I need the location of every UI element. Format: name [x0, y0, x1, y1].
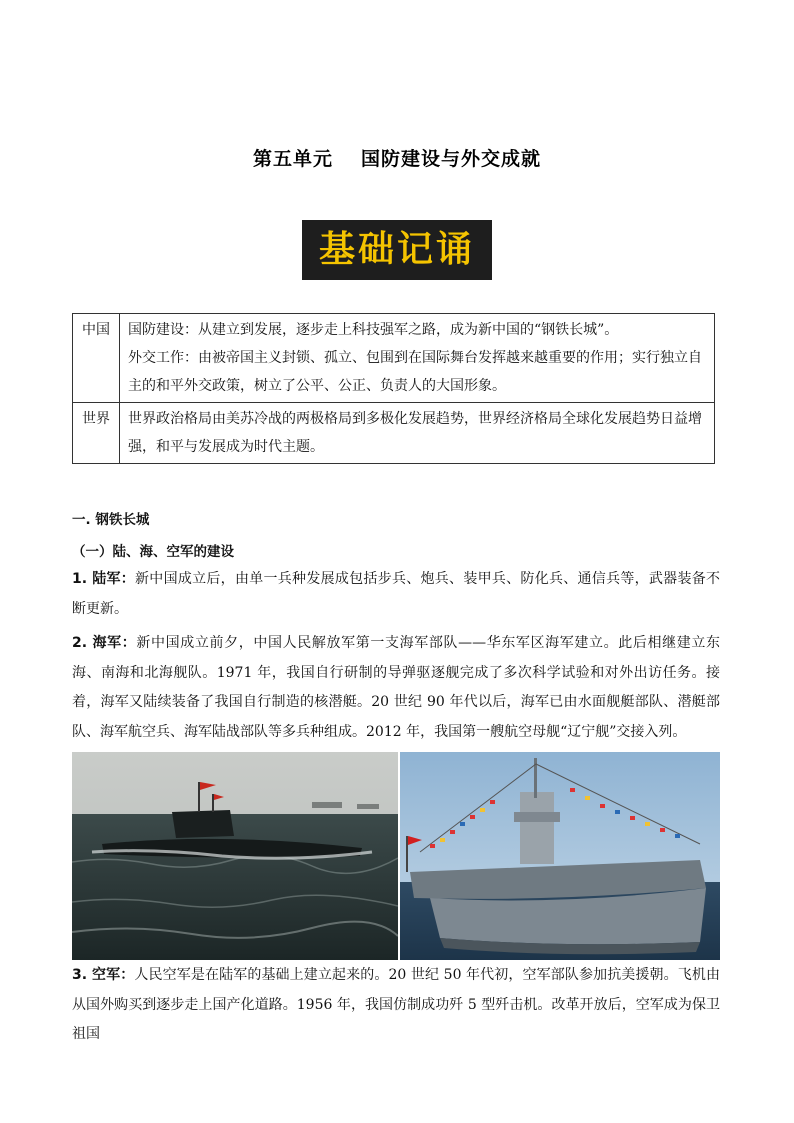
table-row — [73, 403, 715, 464]
submarine-photo — [72, 752, 398, 960]
subsection-heading: （一）陆、海、空军的建设 — [72, 544, 234, 560]
basic-recitation-banner: 基础记诵 — [302, 220, 492, 280]
airforce-paragraph — [72, 961, 720, 1050]
page-title — [0, 144, 794, 171]
defense-line: 国防建设：从建立到发展，逐步走上科技强军之路，成为新中国的“钢铁长城”。 — [128, 322, 619, 338]
summary-table — [72, 313, 715, 464]
airforce-lead: 3. 空军： — [72, 967, 135, 983]
table-row — [73, 314, 715, 403]
diplomacy-line: 外交工作：由被帝国主义封锁、孤立、包围到在国际舞台发挥越来越重要的作用；实行独立自主的和平外交政策，树立了公平、公正、负责人的大国形象。 — [128, 350, 702, 394]
army-paragraph — [72, 565, 720, 624]
navy-paragraph — [72, 629, 720, 747]
world-line: 世界政治格局由美苏冷战的两极格局到多极化发展趋势，世界经济格局全球化发展趋势日益增强，和平与发展成为时代主题。 — [128, 411, 702, 455]
navy-text: 新中国成立前夕，中国人民解放军第一支海军部队——华东军区海军建立。此后相继建立东海、南海和北海舰队。1971 年，我国自行研制的导弹驱逐舰完成了多次科学试验和对外出访任务。接着，海军又陆续装备了我国自行制造的核潜艇。20 世纪 90 年代以后，海军已由水面舰艇部队、潜艇部队、海军航空兵、海军陆战部队等多兵种组成。2012 年，我国第一艘航空母舰“辽宁舰”交接入列。 — [72, 635, 720, 740]
content-cell — [120, 403, 715, 464]
unit-label: 第五单元 — [252, 148, 333, 170]
region-cell: 中国 — [73, 314, 120, 403]
region-cell: 世界 — [73, 403, 120, 464]
airforce-text: 人民空军是在陆军的基础上建立起来的。20 世纪 50 年代初，空军部队参加抗美援朝。飞机由从国外购买到逐步走上国产化道路。1956 年，我国仿制成功歼 5 型歼击机。改革开放后，空军成为保卫祖国 — [72, 967, 720, 1042]
content-cell — [120, 314, 715, 403]
army-text: 新中国成立后，由单一兵种发展成包括步兵、炮兵、装甲兵、防化兵、通信兵等，武器装备不断更新。 — [72, 571, 720, 617]
section-heading: 一. 钢铁长城 — [72, 512, 150, 528]
unit-topic: 国防建设与外交成就 — [361, 148, 542, 170]
army-lead: 1. 陆军： — [72, 571, 136, 587]
carrier-photo — [400, 752, 720, 960]
navy-lead: 2. 海军： — [72, 635, 137, 651]
